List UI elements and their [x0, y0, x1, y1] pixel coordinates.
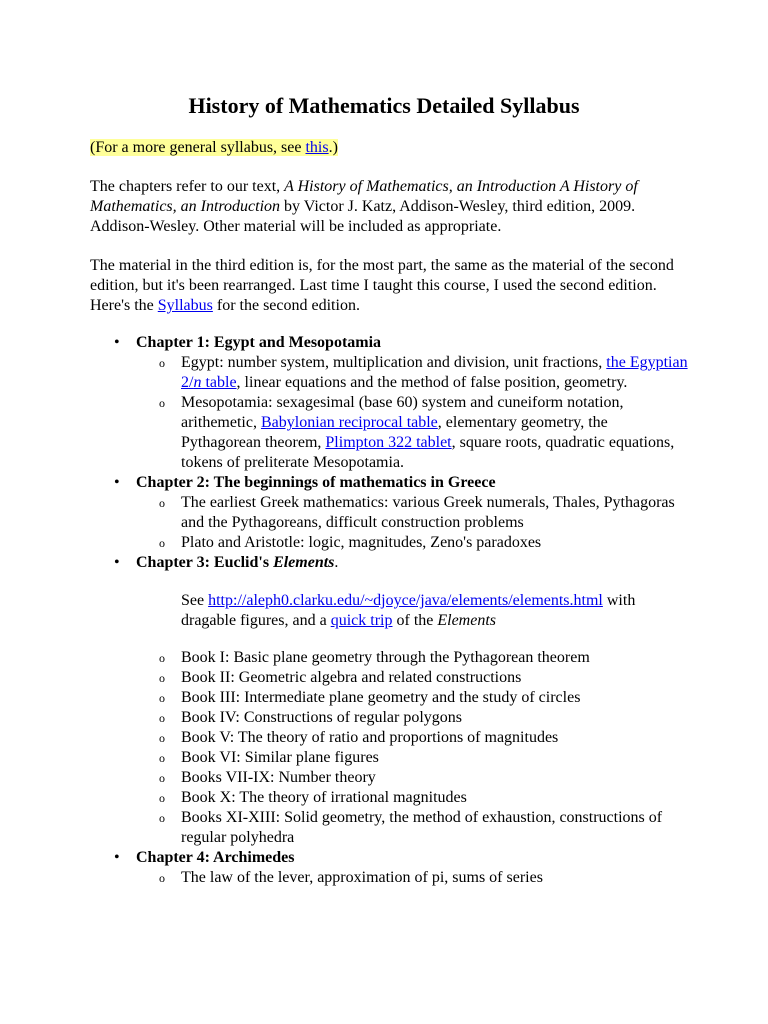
chapter-title: Chapter 2: The beginnings of mathematics in Greece: [136, 474, 496, 491]
circle-bullet-icon: o: [159, 751, 165, 765]
circle-bullet-icon: o: [159, 651, 165, 665]
topic-item: o Mesopotamia: sexagesimal (base 60) system and cuneiform notation, arithemetic, Babylonian reciprocal table, elementary geometry, the Pythagorean theorem, Plimpton 322 tablet, square roots, quadratic equations, tokens of preliterate Mesopotamia.: [159, 394, 675, 471]
edition-paragraph: The material in the third edition is, for the most part, the same as the material of the second edition, but it's been rearranged. Last time I taught this course, I used the second edition. Here's the Syllabus for the second edition.: [90, 257, 674, 314]
textbook-title: A History of Mathematics, an Introduction A History of Mathematics, an Introduction: [90, 178, 638, 215]
topic-item: o The law of the lever, approximation of pi, sums of series: [159, 869, 543, 886]
chapter-title: Chapter 4: Archimedes: [136, 849, 295, 866]
book-item: o Book II: Geometric algebra and related constructions: [159, 669, 522, 686]
circle-bullet-icon: o: [159, 496, 165, 510]
chapter-item: [90, 473, 690, 553]
chapter-title: Chapter 3: Euclid's Elements: [136, 554, 335, 571]
circle-bullet-icon: o: [159, 536, 165, 550]
general-syllabus-link[interactable]: this: [305, 139, 329, 156]
page-title: History of Mathematics Detailed Syllabus: [188, 93, 580, 118]
chapter-list: [90, 333, 690, 888]
circle-bullet-icon: o: [159, 871, 165, 885]
chapter-item: • Chapter 3: Euclid's Elements. See http://aleph0.clarku.edu/~djoyce/java/elements/elements.html with dragable figures, and a quick trip of the Elements o Book I: Basic plane geometry through the Pythagorean theorem o Book II: Geometric algebra and related constructions o Book III: Intermediate plane geometry and the study of circles o Book IV: Constructions of regular polygons o Book V: The theory of ratio and proportions of magnitudes o Book VI: Similar plane figures o Books VII-IX: Number theory o Book X: The theory of irrational magnitudes o Books XI-XIII: Solid geometry, the method of exhaustion, constructions of regular polyhedra: [90, 553, 690, 848]
circle-bullet-icon: o: [159, 691, 165, 705]
chapter-item: [90, 848, 690, 888]
second-edition-syllabus-link[interactable]: Syllabus: [157, 297, 213, 314]
bullet-icon: •: [114, 474, 120, 491]
bullet-icon: •: [114, 849, 120, 866]
topic-list: [136, 493, 690, 553]
book-item: o Book X: The theory of irrational magnitudes: [159, 789, 467, 806]
book-list: [136, 648, 690, 848]
book-item: o Book III: Intermediate plane geometry and the study of circles: [159, 689, 581, 706]
book-item: o Book VI: Similar plane figures: [159, 749, 379, 766]
topic-list: [136, 353, 690, 473]
quick-trip-link[interactable]: quick trip: [330, 612, 393, 629]
circle-bullet-icon: o: [159, 731, 165, 745]
highlighted-note: (For a more general syllabus, see this.): [90, 139, 338, 156]
circle-bullet-icon: o: [159, 356, 165, 370]
topic-item: o Plato and Aristotle: logic, magnitudes, Zeno's paradoxes: [159, 534, 542, 551]
circle-bullet-icon: o: [159, 771, 165, 785]
intro-paragraph: The chapters refer to our text, A History of Mathematics, an Introduction A History of Mathematics, an Introduction by Victor J. Katz, Addison-Wesley, third edition, 2009. Addison-Wesley. Other material will be included as appropriate.: [90, 178, 638, 235]
book-item: o Books VII-IX: Number theory: [159, 769, 376, 786]
egyptian-2n-table-link[interactable]: the Egyptian 2/n table: [181, 354, 688, 391]
topic-item: o Egypt: number system, multiplication and division, unit fractions, the Egyptian 2/n table, linear equations and the method of false position, geometry.: [159, 354, 688, 391]
book-item: o Book V: The theory of ratio and proportions of magnitudes: [159, 729, 559, 746]
circle-bullet-icon: o: [159, 396, 165, 410]
bullet-icon: •: [114, 334, 120, 351]
general-syllabus-note: [90, 138, 690, 158]
book-item: o Book IV: Constructions of regular polygons: [159, 709, 463, 726]
elements-url-link[interactable]: http://aleph0.clarku.edu/~djoyce/java/elements/elements.html: [208, 592, 603, 609]
circle-bullet-icon: o: [159, 811, 165, 825]
topic-item: o The earliest Greek mathematics: various Greek numerals, Thales, Pythagoras and the Pythagoreans, difficult construction problems: [159, 494, 675, 531]
chapter-title: Chapter 1: Egypt and Mesopotamia: [136, 334, 382, 351]
bullet-icon: •: [114, 554, 120, 571]
circle-bullet-icon: o: [159, 671, 165, 685]
book-item: o Books XI-XIII: Solid geometry, the method of exhaustion, constructions of regular polyhedra: [159, 809, 663, 846]
circle-bullet-icon: o: [159, 791, 165, 805]
topic-list: [136, 868, 690, 888]
chapter-item: [90, 333, 690, 473]
book-item: o Book I: Basic plane geometry through the Pythagorean theorem: [159, 649, 590, 666]
babylonian-reciprocal-table-link[interactable]: Babylonian reciprocal table: [260, 414, 438, 431]
elements-note: See http://aleph0.clarku.edu/~djoyce/java/elements/elements.html with dragable figures, and a quick trip of the Elements: [181, 592, 636, 629]
plimpton-322-link[interactable]: Plimpton 322 tablet: [325, 434, 452, 451]
circle-bullet-icon: o: [159, 711, 165, 725]
